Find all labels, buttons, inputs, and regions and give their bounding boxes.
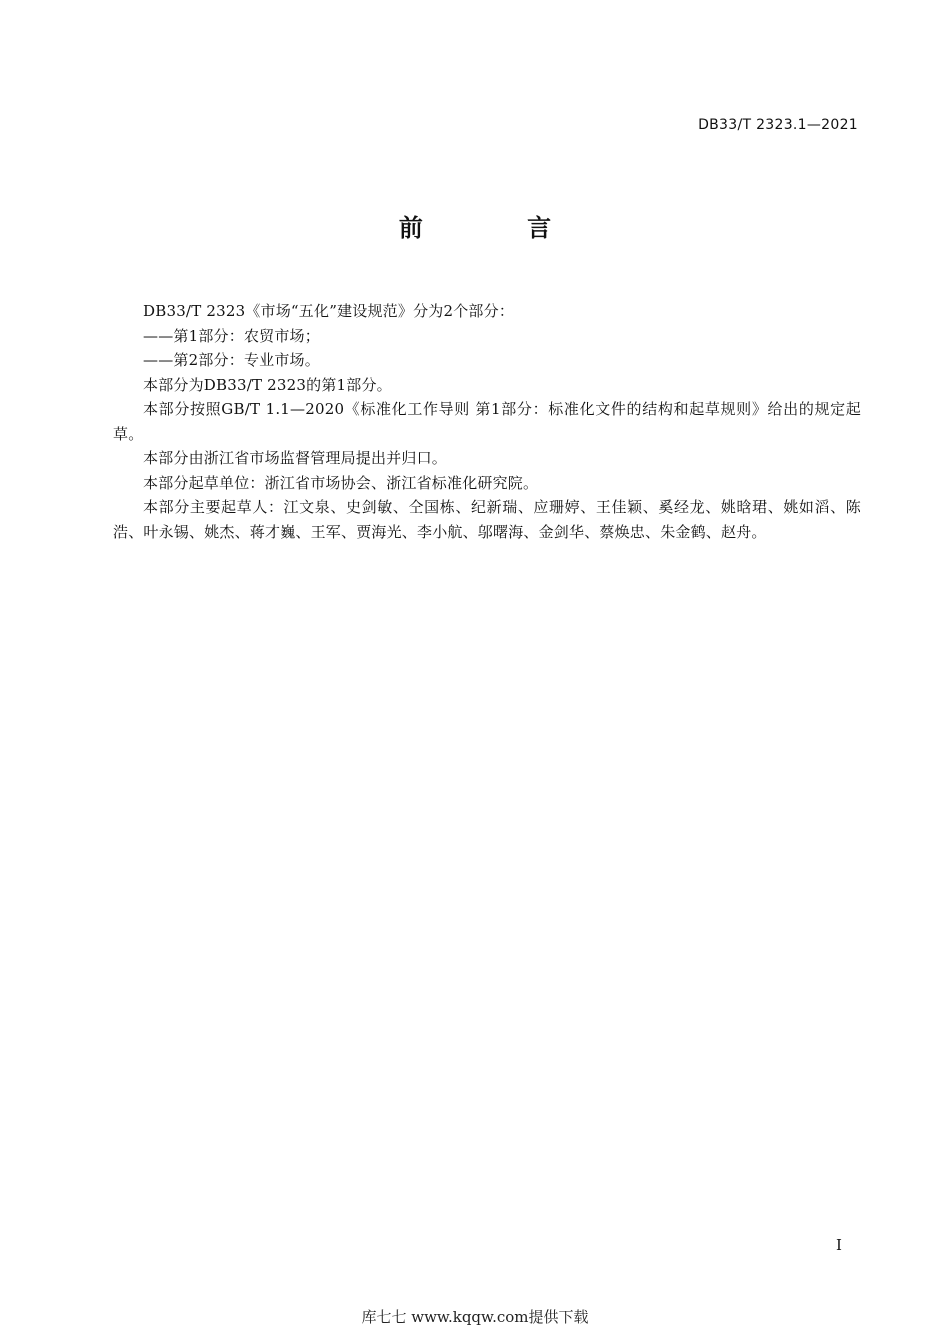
paragraph-drafting-units: 本部分起草单位：浙江省市场协会、浙江省标准化研究院。	[143, 473, 539, 492]
download-footer: 库七七 www.kqqw.com提供下载	[361, 1308, 589, 1326]
paragraph-proposer: 本部分由浙江省市场监督管理局提出并归口。	[143, 449, 448, 467]
list-item-part-2: ——第2部分：专业市场。	[143, 351, 320, 369]
standard-code: DB33/T 2323.1—2021	[698, 117, 858, 133]
list-item-part-1: ——第1部分：农贸市场；	[143, 326, 320, 345]
paragraph-part-statement: 本部分为DB33/T 2323的第1部分。	[143, 375, 392, 394]
paragraph-parts-intro: DB33/T 2323《市场“五化”建设规范》分为2个部分：	[143, 302, 515, 320]
foreword-body	[113, 299, 861, 544]
paragraph-drafting-rules: 本部分按照GB/T 1.1—2020《标准化工作导则 第1部分：标准化文件的结构和起草规则》给出的规定起草。	[113, 400, 861, 443]
page-title: 前 言	[398, 214, 600, 242]
paragraph-drafters: 本部分主要起草人：江文泉、史剑敏、仝国栋、纪新瑞、应珊婷、王佳颖、奚经龙、姚晗珺、姚如滔、陈浩、叶永锡、姚杰、蒋才巍、王军、贾海光、李小航、邬曙海、金剑华、蔡焕忠、朱金鹤、赵舟。	[113, 498, 861, 541]
page-number: I	[836, 1236, 842, 1254]
